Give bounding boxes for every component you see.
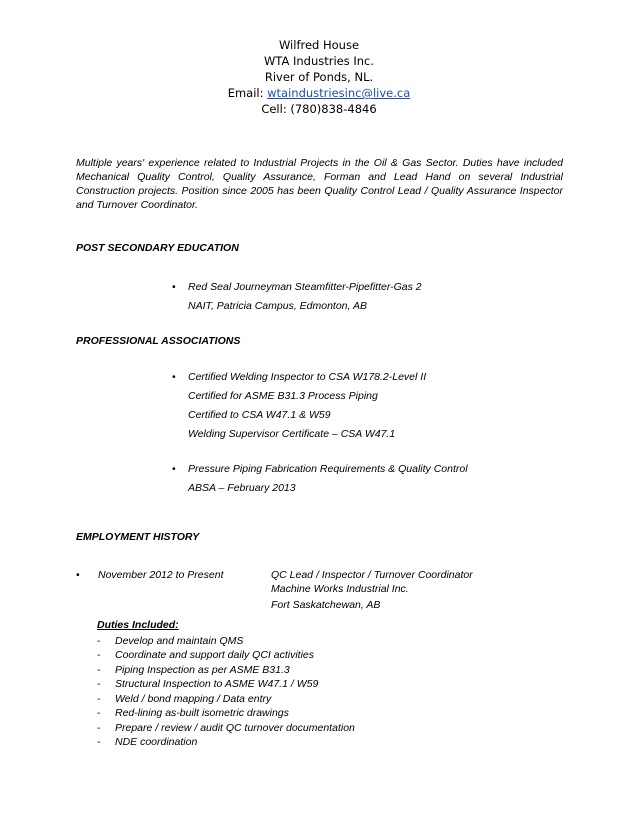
duty-text: Structural Inspection to ASME W47.1 / W59 [115, 678, 319, 690]
duty-item [97, 692, 355, 707]
dash-icon: - [97, 634, 101, 647]
contact-company: WTA Industries Inc. [263, 54, 375, 68]
dash-icon: - [97, 707, 101, 719]
association-line: Welding Supervisor Certificate – CSA W47.1 [188, 428, 396, 440]
education-line: NAIT, Patricia Campus, Edmonton, AB [188, 300, 367, 312]
duty-item [97, 677, 355, 692]
contact-name: Wilfred House [278, 38, 360, 52]
duty-item [97, 634, 355, 649]
contact-email-line [0, 85, 638, 101]
contact-location: River of Ponds, NL. [264, 70, 374, 84]
duty-text: Piping Inspection as per ASME B31.3 [115, 663, 290, 676]
dash-icon: - [97, 678, 101, 690]
association-item [172, 368, 426, 444]
employment-details [271, 568, 473, 612]
duties-heading: Duties Included: [97, 619, 179, 631]
association-item [172, 460, 468, 498]
dash-icon: - [97, 721, 101, 734]
duty-text: Develop and maintain QMS [115, 634, 244, 647]
association-line: Certified to CSA W47.1 & W59 [188, 409, 331, 421]
dash-icon: - [97, 692, 101, 705]
bullet-icon: • [76, 569, 80, 581]
education-title: POST SECONDARY EDUCATION [76, 242, 239, 254]
employment-period: November 2012 to Present [98, 569, 224, 581]
employment-title: EMPLOYMENT HISTORY [76, 531, 200, 543]
association-line: Pressure Piping Fabrication Requirements & Quality Control [188, 463, 468, 475]
duty-text: Weld / bond mapping / Data entry [115, 692, 272, 705]
dash-icon: - [97, 663, 101, 676]
employment-company: Machine Works Industrial Inc. [271, 583, 409, 595]
duty-text: NDE coordination [115, 736, 198, 748]
bullet-icon: • [172, 281, 176, 293]
dash-icon: - [97, 736, 101, 748]
associations-title: PROFESSIONAL ASSOCIATIONS [76, 335, 241, 347]
dash-icon: - [97, 649, 101, 661]
association-entry [172, 368, 426, 444]
duties-list [97, 618, 355, 750]
employment-role: QC Lead / Inspector / Turnover Coordinator [271, 569, 473, 581]
association-line: ABSA – February 2013 [188, 482, 296, 494]
education-item [172, 278, 422, 316]
association-entry [172, 460, 468, 498]
education-entry [172, 278, 422, 316]
duty-item [97, 648, 355, 663]
duty-item [97, 735, 355, 750]
duty-text: Prepare / review / audit QC turnover documentation [115, 721, 355, 734]
duty-text: Red-lining as-built isometric drawings [115, 707, 289, 719]
email-label: Email: [227, 86, 268, 100]
education-line: Red Seal Journeyman Steamfitter-Pipefitter-Gas 2 [188, 281, 422, 293]
bullet-icon: • [172, 463, 176, 475]
duty-item [97, 721, 355, 736]
employment-location: Fort Saskatchewan, AB [271, 599, 381, 611]
contact-header [0, 37, 638, 117]
email-link[interactable]: wtaindustriesinc@live.ca [267, 86, 411, 100]
bullet-icon: • [172, 371, 176, 383]
duty-text: Coordinate and support daily QCI activities [115, 649, 315, 661]
duty-item [97, 706, 355, 721]
association-line: Certified Welding Inspector to CSA W178.2-Level II [188, 371, 427, 383]
association-line: Certified for ASME B31.3 Process Piping [188, 390, 378, 402]
contact-cell: Cell: (780)838-4846 [261, 102, 377, 116]
summary-paragraph: Multiple years' experience related to Industrial Projects in the Oil & Gas Sector. Duties have included Mechanical Quality Control, Quality Assurance, Forman and Lead Hand on several Industrial Construction projects. Position since 2005 has been Quality Control Lead / Quality Assurance Inspector and Turnover Coordinator. [76, 157, 563, 211]
duty-item [97, 663, 355, 678]
